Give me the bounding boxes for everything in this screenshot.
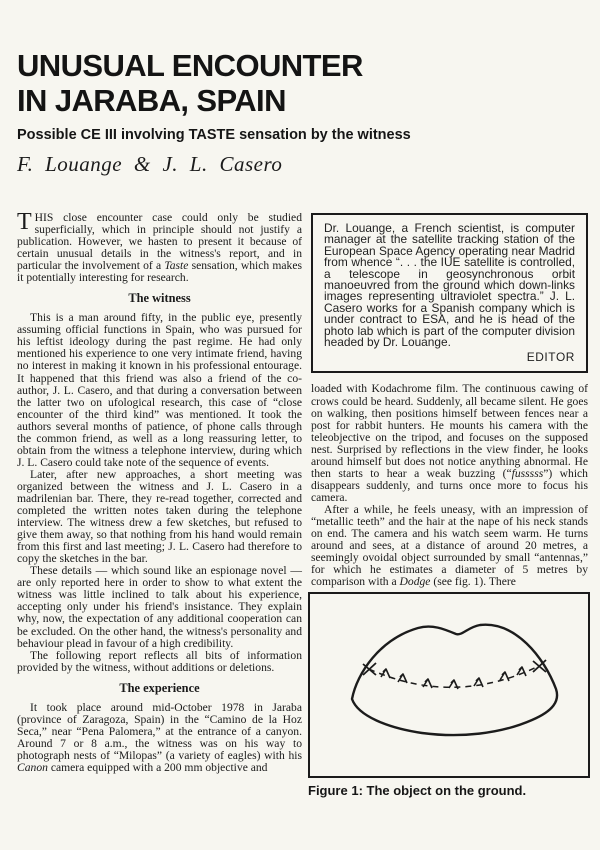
section-heading-experience: The experience bbox=[119, 680, 200, 695]
editor-note-box bbox=[311, 213, 588, 373]
article-authors: F. Louange & J. L. Casero bbox=[17, 152, 283, 176]
body-paragraph: After a while, he feels uneasy, with an impression of “metallic teeth” and the hair at the nape of his neck stands on end. The camera and his watch seem warm. He turns around and sees, at a distance of around 20 metres, a seemingly ovoidal object surrounded by small “antennas,” for which he estimates a diameter of 5 metres by comparison with a Dodge (see fig. 1). There bbox=[311, 502, 588, 589]
left-column bbox=[17, 208, 302, 798]
title-line-1: UNUSUAL ENCOUNTER bbox=[17, 48, 363, 83]
intro-text: HIS close encounter case could only be studied superficially, which in principle should not justify a publication. However, we hasten to present it because of certain unusual details in the witness's report, and in particular the involvement of a Taste sensation, which makes it potentially interesting for research. bbox=[17, 211, 302, 285]
body-paragraph: This is a man around fifty, in the public eye, presently assuming official functions in Spain, who was pursued for his leftist ideology during the past regime. He had only mentioned his experience to one very intimate friend, having no interest in making it known in his professional entourage. It happened that this friend was also a friend of the co-author, J. L. Casero, and that during a conversation between the latter two on ufological research, this case of “close encounter of the third kind” was mentioned. It took the authors several months of patience, of phone calls through the common friend, as well as a long reassuring letter, to obtain from the witness a telephone interview, during which J. L. Casero could take note of the sequence of events. bbox=[17, 311, 302, 469]
object-sketch bbox=[310, 594, 588, 776]
right-column bbox=[308, 208, 588, 799]
antenna-mark bbox=[449, 680, 458, 689]
two-column-body bbox=[17, 208, 588, 798]
body-paragraph: loaded with Kodachrome film. The continuous cawing of crows could be heard. Suddenly, all became silent. He goes on walking, then positions himself between fences near a post for rabbit hunters. He mounts his camera with the teleobjective on the tripod, and focuses on the supposed nest. Surprised by reflections in the view finder, he looks around himself but does not notice anything abnormal. He then starts to hear a weak buzzing (“fusssss”) which disappears suddenly, and turns once more to focus his camera. bbox=[311, 382, 588, 504]
figure-1 bbox=[308, 592, 588, 798]
section-heading-witness: The witness bbox=[128, 291, 191, 306]
title-line-2: IN JARABA, SPAIN bbox=[17, 83, 286, 118]
figure-1-frame bbox=[308, 592, 590, 778]
editor-note-text: Dr. Louange, a French scientist, is computer manager at the satellite tracking station of the European Space Agency operating near Madrid from whence “. . . the IUE satellite is controlled, a telescope in geosynchronous orbit manoeuvred from the ground which down-links images representing ultraviolet spectra.” J. L. Casero works for a Spanish company which is under contract to ESA, and he is head of the photo lab which is part of the computer division headed by Dr. Louange. bbox=[324, 221, 575, 350]
intro-paragraph bbox=[17, 209, 302, 285]
antenna-mark bbox=[423, 679, 432, 688]
antenna-mark bbox=[381, 669, 390, 678]
article-title bbox=[17, 48, 588, 118]
article-subtitle: Possible CE III involving TASTE sensation by the witness bbox=[17, 127, 411, 143]
equator-dashed-line bbox=[369, 666, 539, 687]
editor-signature: EDITOR bbox=[526, 350, 575, 365]
body-paragraph: It took place around mid-October 1978 in Jaraba (province of Zaragoza, Spain) in the “Camino de la Hoz Seca,” near “Pena Palomera,” at the entrance of a canyon. Around 7 or 8 a.m., the witness was on his way to photograph nests of “Milopas” (a variety of eagles) with his Canon camera equipped with a 200 mm objective and bbox=[17, 700, 302, 774]
drop-cap: T bbox=[17, 209, 32, 235]
figure-1-caption: Figure 1: The object on the ground. bbox=[308, 783, 527, 799]
body-paragraph: The following report reflects all bits of information provided by the witness, without additions or deletions. bbox=[17, 648, 302, 674]
body-paragraph: Later, after new approaches, a short meeting was organized between the witness and J. L. Casero in a madrilenian bar. There, they re-read together, corrected and completed the written notes taken during the telephone interview. The witness drew a few sketches, but refused to give them away, so that nothing from his hand would remain from this first and last meeting; J. L. Casero had therefore to copy the sketches in the bar. bbox=[17, 467, 302, 566]
article-header bbox=[17, 48, 588, 177]
antenna-mark bbox=[517, 667, 526, 676]
body-paragraph: These details — which sound like an espionage novel — are only reported here in order to show to what extent the witness was little inclined to talk about his experience, accepting only under his friend's insistance. They explain why, now, the expectation of any additional cooperation can be excluded. On the other hand, the witness's personality and behaviour plead in favour of a high credibility. bbox=[17, 564, 302, 650]
